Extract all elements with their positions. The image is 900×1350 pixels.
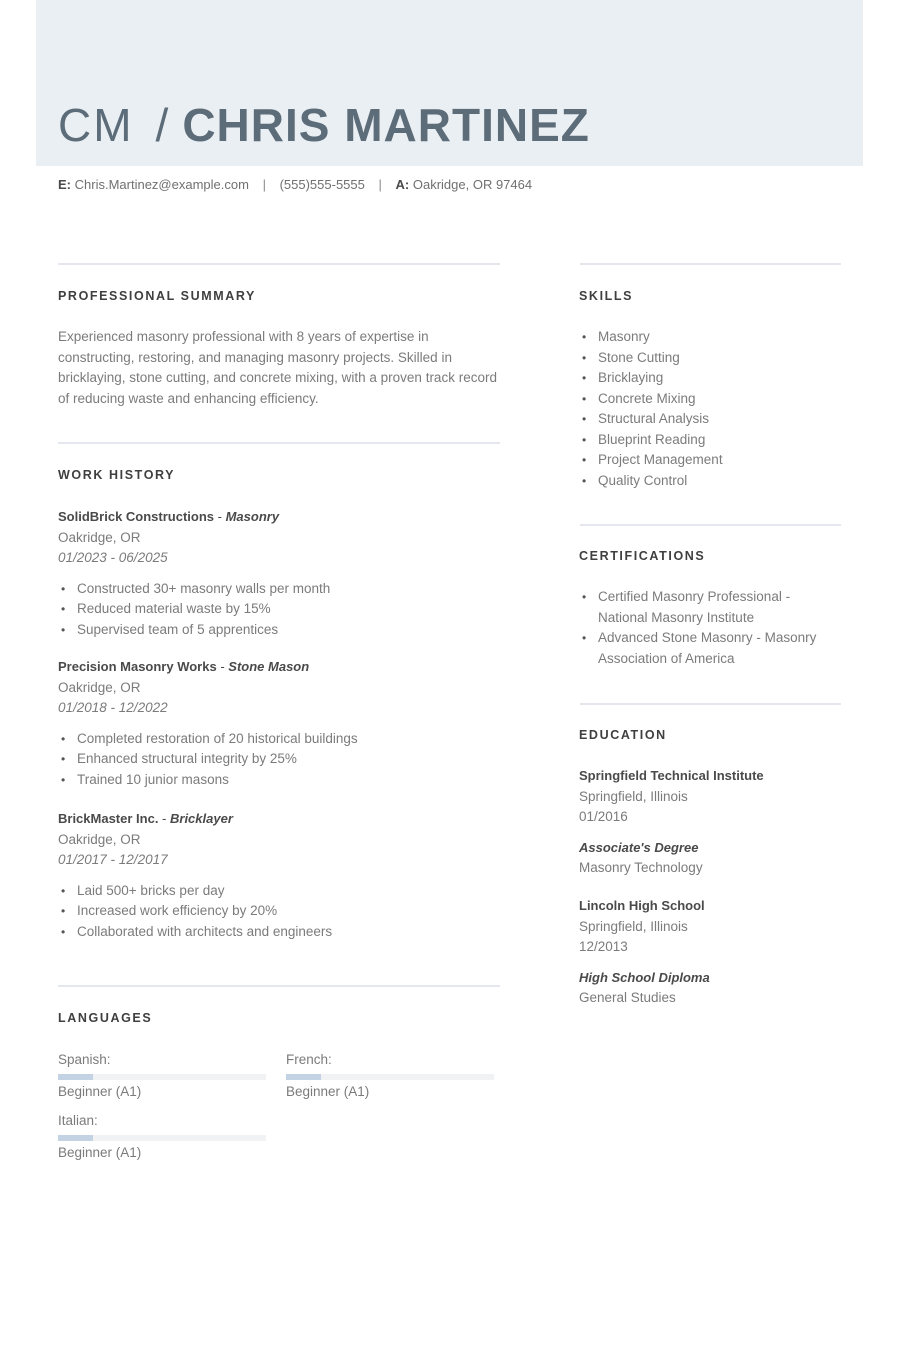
language-level: Beginner (A1) xyxy=(58,1145,142,1160)
language-level-bar xyxy=(58,1135,266,1141)
phone-value: (555)555-5555 xyxy=(279,177,365,192)
skill-item: • Stone Cutting xyxy=(579,348,849,369)
education-entry xyxy=(579,896,849,1009)
job-bullet: • Completed restoration of 20 historical buildings xyxy=(58,729,498,750)
school-name: Springfield Technical Institute xyxy=(579,768,764,783)
skills-list xyxy=(579,327,849,491)
language-item xyxy=(286,1050,494,1102)
job-location: Oakridge, OR xyxy=(58,679,141,695)
language-level-fill xyxy=(286,1074,321,1080)
languages-title: LANGUAGES xyxy=(58,1011,153,1025)
degree-field: Masonry Technology xyxy=(579,860,703,875)
name-initials: CM xyxy=(58,99,134,151)
job-company: Precision Masonry Works xyxy=(58,659,217,674)
language-item xyxy=(58,1050,266,1102)
language-name: French: xyxy=(286,1052,332,1067)
job-heading xyxy=(58,809,498,830)
job-dates: 01/2023 - 06/2025 xyxy=(58,550,168,565)
job-bullet: • Increased work efficiency by 20% xyxy=(58,901,498,922)
job-role: Stone Mason xyxy=(228,659,310,674)
degree-name: High School Diploma xyxy=(579,969,710,985)
job-bullet: • Supervised team of 5 apprentices xyxy=(58,620,498,641)
name-heading xyxy=(58,98,590,152)
section-divider xyxy=(580,524,841,526)
email-value[interactable]: Chris.Martinez@example.com xyxy=(74,177,249,192)
section-divider xyxy=(58,985,500,987)
language-level-bar xyxy=(58,1074,266,1080)
degree-name: Associate's Degree xyxy=(579,839,699,855)
contact-line xyxy=(58,177,532,192)
email-label: E: xyxy=(58,177,71,192)
education-entry xyxy=(579,766,849,879)
job-bullets xyxy=(58,881,498,943)
summary-title: PROFESSIONAL SUMMARY xyxy=(58,289,256,303)
job-heading xyxy=(58,657,498,678)
job-bullet: • Laid 500+ bricks per day xyxy=(58,881,498,902)
language-item xyxy=(58,1111,266,1163)
full-name: CHRIS MARTINEZ xyxy=(182,99,590,151)
certifications-list xyxy=(579,587,841,669)
job-bullet: • Reduced material waste by 15% xyxy=(58,599,498,620)
job-dates: 01/2017 - 12/2017 xyxy=(58,852,168,867)
school-location: Springfield, Illinois xyxy=(579,788,688,804)
skill-item: • Bricklaying xyxy=(579,368,849,389)
certification-item: • Certified Masonry Professional - National Masonry Institute xyxy=(579,587,841,628)
job-bullets xyxy=(58,729,498,791)
language-level-bar xyxy=(286,1074,494,1080)
address-label: A: xyxy=(395,177,410,192)
job-bullet: • Constructed 30+ masonry walls per month xyxy=(58,579,498,600)
degree-field: General Studies xyxy=(579,990,676,1005)
skill-item: • Concrete Mixing xyxy=(579,389,849,410)
skills-title: SKILLS xyxy=(579,289,634,303)
job-bullets xyxy=(58,579,498,641)
graduation-date: 01/2016 xyxy=(579,809,628,824)
skill-item: • Masonry xyxy=(579,327,849,348)
job-location: Oakridge, OR xyxy=(58,529,141,545)
skill-item: • Structural Analysis xyxy=(579,409,849,430)
job-company: SolidBrick Constructions xyxy=(58,509,215,524)
skill-item: • Project Management xyxy=(579,450,849,471)
job-entry xyxy=(58,507,498,640)
language-level-fill xyxy=(58,1074,93,1080)
summary-text: Experienced masonry professional with 8 years of expertise in constructing, restoring, and managing masonry projects. Skilled in bricklaying, stone cutting, and concrete mixing, with a proven track record of reducing waste and enhancing efficiency. xyxy=(58,329,497,406)
language-level: Beginner (A1) xyxy=(286,1084,370,1099)
job-bullet: • Enhanced structural integrity by 25% xyxy=(58,749,498,770)
job-entry xyxy=(58,657,498,790)
job-company: BrickMaster Inc. xyxy=(58,811,159,826)
address-value: Oakridge, OR 97464 xyxy=(412,177,533,192)
job-role: Bricklayer xyxy=(170,811,233,826)
language-level: Beginner (A1) xyxy=(58,1084,142,1099)
job-dash: - xyxy=(214,509,226,524)
language-name: Spanish: xyxy=(58,1052,111,1067)
job-role: Masonry xyxy=(225,509,280,524)
language-level-fill xyxy=(58,1135,93,1141)
school-location: Springfield, Illinois xyxy=(579,918,688,934)
work-history-title: WORK HISTORY xyxy=(58,468,176,482)
certification-item: • Advanced Stone Masonry - Masonry Association of America xyxy=(579,628,841,669)
job-location: Oakridge, OR xyxy=(58,831,141,847)
job-dates: 01/2018 - 12/2022 xyxy=(58,700,168,715)
contact-divider: | xyxy=(378,177,382,192)
name-separator: / xyxy=(155,99,169,151)
certifications-title: CERTIFICATIONS xyxy=(579,549,706,563)
job-bullet: • Collaborated with architects and engineers xyxy=(58,922,498,943)
job-entry xyxy=(58,809,498,942)
job-dash: - xyxy=(216,659,229,674)
job-bullet: • Trained 10 junior masons xyxy=(58,770,498,791)
section-divider xyxy=(580,703,841,705)
section-divider xyxy=(58,442,500,444)
section-divider xyxy=(580,263,841,265)
language-name: Italian: xyxy=(58,1113,98,1128)
job-dash: - xyxy=(158,811,170,826)
skill-item: • Quality Control xyxy=(579,471,849,492)
contact-divider: | xyxy=(262,177,266,192)
education-title: EDUCATION xyxy=(579,728,667,742)
school-name: Lincoln High School xyxy=(579,898,705,913)
section-divider xyxy=(58,263,500,265)
job-heading xyxy=(58,507,498,528)
graduation-date: 12/2013 xyxy=(579,939,628,954)
skill-item: • Blueprint Reading xyxy=(579,430,849,451)
